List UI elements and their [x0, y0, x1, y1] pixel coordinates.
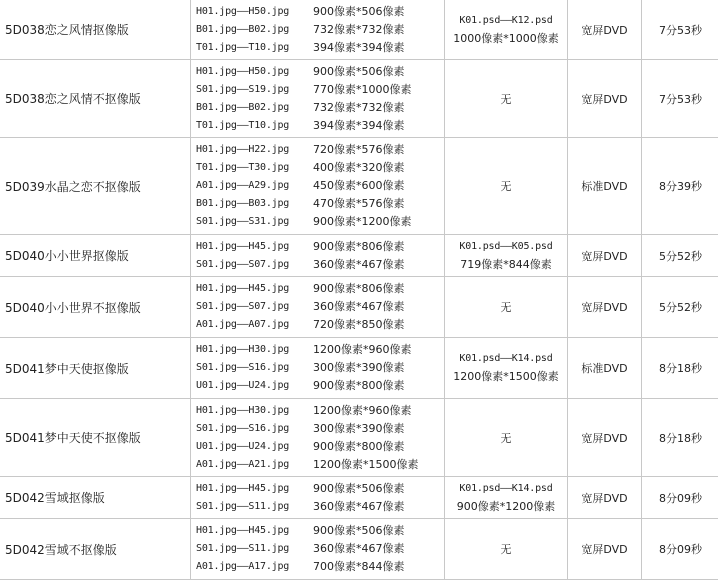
file-resolution: 470像素*576像素 — [313, 197, 405, 210]
file-range: H01.jpg——H45.jpg — [196, 482, 290, 494]
file-line — [196, 540, 444, 558]
psd-files-cell — [445, 235, 568, 277]
file-range: A01.jpg——A21.jpg — [196, 458, 290, 470]
file-resolution: 732像素*732像素 — [313, 100, 405, 114]
psd-files-cell: 无 — [445, 519, 568, 580]
file-resolution: 732像素*732像素 — [313, 22, 405, 36]
file-line — [196, 522, 444, 540]
file-resolution: 900像素*806像素 — [313, 239, 405, 253]
duration-cell: 8分09秒 — [642, 519, 718, 580]
file-range: S01.jpg——S16.jpg — [196, 362, 290, 373]
format-cell: 标准DVD — [568, 138, 642, 235]
duration-cell: 8分39秒 — [642, 138, 718, 235]
image-files-cell — [191, 338, 445, 399]
psd-resolution: 719像素*844像素 — [460, 257, 552, 271]
template-name-cell: 5D038恋之风情抠像版 — [0, 0, 191, 60]
duration-cell: 7分53秒 — [642, 60, 718, 138]
file-range: T01.jpg——T30.jpg — [196, 162, 290, 173]
table-row — [0, 477, 718, 519]
file-range: B01.jpg——B02.jpg — [196, 23, 290, 35]
psd-resolution: 1000像素*1000像素 — [453, 31, 559, 45]
psd-range: K01.psd——K14.psd — [459, 353, 553, 364]
file-line — [196, 159, 444, 177]
template-name-cell: 5D041梦中天使抠像版 — [0, 338, 191, 399]
file-range: B01.jpg——B02.jpg — [196, 101, 290, 113]
table-row — [0, 60, 718, 138]
file-line — [196, 298, 444, 316]
file-range: S01.jpg——S07.jpg — [196, 301, 290, 312]
format-cell: 宽屏DVD — [568, 477, 642, 519]
file-line — [196, 117, 444, 135]
format-cell: 宽屏DVD — [568, 399, 642, 477]
format-cell: 宽屏DVD — [568, 519, 642, 580]
file-line — [196, 39, 444, 57]
image-files-cell — [191, 399, 445, 477]
file-resolution: 450像素*600像素 — [313, 179, 405, 192]
psd-files-cell: 无 — [445, 399, 568, 477]
psd-files-cell: 无 — [445, 60, 568, 138]
psd-range: K01.psd——K14.psd — [459, 482, 553, 494]
file-line — [196, 256, 444, 274]
file-resolution: 900像素*800像素 — [313, 379, 405, 392]
file-line — [196, 63, 444, 81]
duration-cell: 5分52秒 — [642, 235, 718, 277]
file-range: H01.jpg——H45.jpg — [196, 240, 290, 252]
file-line — [196, 558, 444, 576]
file-resolution: 700像素*844像素 — [313, 560, 405, 573]
file-range: A01.jpg——A07.jpg — [196, 319, 290, 330]
file-resolution: 900像素*806像素 — [313, 282, 405, 295]
file-range: U01.jpg——U24.jpg — [196, 380, 290, 391]
format-cell: 宽屏DVD — [568, 277, 642, 338]
file-resolution: 770像素*1000像素 — [313, 82, 412, 96]
table-row — [0, 235, 718, 277]
table-row — [0, 277, 718, 338]
file-resolution: 394像素*394像素 — [313, 118, 405, 132]
psd-resolution: 1200像素*1500像素 — [453, 370, 559, 383]
table-row — [0, 338, 718, 399]
file-range: T01.jpg——T10.jpg — [196, 41, 290, 53]
file-line — [196, 81, 444, 99]
file-range: A01.jpg——A17.jpg — [196, 561, 290, 572]
file-resolution: 360像素*467像素 — [313, 257, 405, 271]
template-name-cell: 5D040小小世界抠像版 — [0, 235, 191, 277]
duration-cell: 5分52秒 — [642, 277, 718, 338]
file-line — [196, 21, 444, 39]
file-resolution: 900像素*1200像素 — [313, 215, 412, 228]
image-files-cell — [191, 138, 445, 235]
file-resolution: 900像素*506像素 — [313, 481, 405, 495]
file-range: S01.jpg——S07.jpg — [196, 258, 290, 270]
file-range: T01.jpg——T10.jpg — [196, 119, 290, 131]
file-resolution: 900像素*800像素 — [313, 439, 405, 453]
file-range: H01.jpg——H45.jpg — [196, 283, 290, 294]
template-name-cell: 5D041梦中天使不抠像版 — [0, 399, 191, 477]
file-range: S01.jpg——S19.jpg — [196, 83, 290, 95]
template-name-cell: 5D040小小世界不抠像版 — [0, 277, 191, 338]
template-name-cell: 5D042雪域不抠像版 — [0, 519, 191, 580]
psd-files-cell — [445, 0, 568, 60]
image-files-cell — [191, 60, 445, 138]
psd-files-cell: 无 — [445, 138, 568, 235]
file-range: H01.jpg——H22.jpg — [196, 144, 290, 155]
image-files-cell — [191, 519, 445, 580]
duration-cell: 7分53秒 — [642, 0, 718, 60]
file-resolution: 1200像素*960像素 — [313, 403, 412, 417]
file-line — [196, 341, 444, 359]
file-line — [196, 456, 444, 474]
format-cell: 宽屏DVD — [568, 60, 642, 138]
table-row — [0, 519, 718, 580]
duration-cell: 8分09秒 — [642, 477, 718, 519]
template-name-cell: 5D039水晶之恋不抠像版 — [0, 138, 191, 235]
file-range: S01.jpg——S16.jpg — [196, 422, 290, 434]
image-files-cell — [191, 277, 445, 338]
file-range: H01.jpg——H50.jpg — [196, 5, 290, 17]
file-resolution: 394像素*394像素 — [313, 40, 405, 54]
file-resolution: 300像素*390像素 — [313, 361, 405, 374]
file-range: U01.jpg——U24.jpg — [196, 440, 290, 452]
file-line — [196, 377, 444, 395]
psd-files-cell — [445, 477, 568, 519]
file-line — [196, 420, 444, 438]
image-files-cell — [191, 235, 445, 277]
file-resolution: 1200像素*960像素 — [313, 343, 412, 356]
file-range: B01.jpg——B03.jpg — [196, 198, 290, 209]
template-name-cell: 5D038恋之风情不抠像版 — [0, 60, 191, 138]
file-resolution: 720像素*850像素 — [313, 318, 405, 331]
psd-files-cell — [445, 338, 568, 399]
format-cell: 标准DVD — [568, 338, 642, 399]
file-resolution: 360像素*467像素 — [313, 300, 405, 313]
file-line — [196, 480, 444, 498]
file-resolution: 720像素*576像素 — [313, 143, 405, 156]
duration-cell: 8分18秒 — [642, 399, 718, 477]
format-cell: 宽屏DVD — [568, 0, 642, 60]
file-line — [196, 141, 444, 159]
file-line — [196, 177, 444, 195]
file-line — [196, 213, 444, 231]
psd-resolution: 900像素*1200像素 — [456, 499, 556, 513]
file-resolution: 900像素*506像素 — [313, 64, 405, 78]
image-files-cell — [191, 0, 445, 60]
file-resolution: 900像素*506像素 — [313, 524, 405, 537]
psd-files-cell: 无 — [445, 277, 568, 338]
file-range: H01.jpg——H30.jpg — [196, 404, 290, 416]
file-line — [196, 498, 444, 516]
file-resolution: 900像素*506像素 — [313, 4, 405, 18]
file-range: H01.jpg——H30.jpg — [196, 344, 290, 355]
file-resolution: 300像素*390像素 — [313, 421, 405, 435]
file-range: S01.jpg——S11.jpg — [196, 500, 290, 512]
duration-cell: 8分18秒 — [642, 338, 718, 399]
file-line — [196, 359, 444, 377]
format-cell: 宽屏DVD — [568, 235, 642, 277]
file-range: S01.jpg——S11.jpg — [196, 543, 290, 554]
psd-range: K01.psd——K05.psd — [459, 240, 553, 252]
file-range: A01.jpg——A29.jpg — [196, 180, 290, 191]
file-line — [196, 195, 444, 213]
file-line — [196, 280, 444, 298]
file-resolution: 360像素*467像素 — [313, 499, 405, 513]
file-resolution: 1200像素*1500像素 — [313, 457, 419, 471]
file-line — [196, 3, 444, 21]
file-line — [196, 438, 444, 456]
file-range: H01.jpg——H50.jpg — [196, 65, 290, 77]
file-resolution: 400像素*320像素 — [313, 161, 405, 174]
file-resolution: 360像素*467像素 — [313, 542, 405, 555]
file-line — [196, 238, 444, 256]
table-row — [0, 0, 718, 60]
file-line — [196, 99, 444, 117]
template-name-cell: 5D042雪域抠像版 — [0, 477, 191, 519]
file-line — [196, 316, 444, 334]
file-range: S01.jpg——S31.jpg — [196, 216, 290, 227]
image-files-cell — [191, 477, 445, 519]
psd-range: K01.psd——K12.psd — [459, 14, 553, 26]
file-range: H01.jpg——H45.jpg — [196, 525, 290, 536]
table-row — [0, 399, 718, 477]
table-row — [0, 138, 718, 235]
file-line — [196, 402, 444, 420]
